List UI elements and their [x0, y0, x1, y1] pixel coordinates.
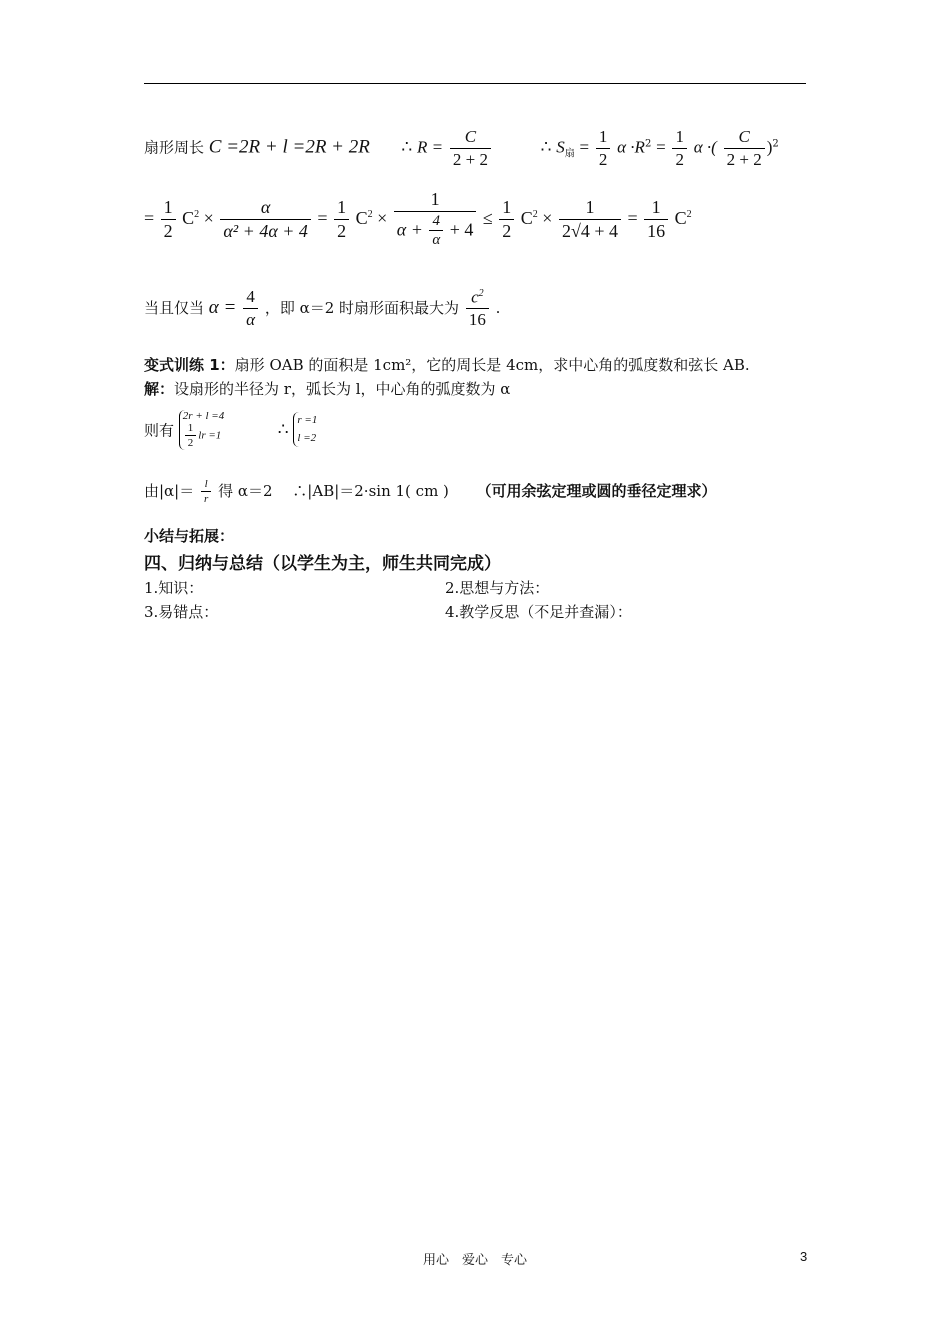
l-numerator: l: [204, 478, 208, 490]
r-result: r =1: [297, 414, 318, 427]
result-numerator: 1: [651, 197, 661, 218]
square-exponent: 2: [644, 138, 652, 150]
c-denominator: 2 + 2: [724, 148, 765, 170]
half-denominator-5: 2: [499, 219, 514, 242]
equals-sign-4: =: [317, 207, 328, 228]
equals-sign-2: =: [656, 137, 666, 157]
page-number: 3: [800, 1249, 808, 1264]
half-numerator-2: 1: [675, 127, 684, 146]
area-derivation-line: [144, 190, 692, 250]
max-area-line: [144, 288, 500, 330]
chord-length-line: [144, 478, 717, 506]
alpha-denominator-2: α: [243, 308, 258, 330]
max-area-text: ，即 α＝2 时扇形面积最大为: [264, 298, 460, 317]
radius-equation: R =: [417, 137, 444, 157]
l-result: l =2: [297, 431, 317, 444]
less-equal-sign: ≤: [482, 207, 493, 228]
c-symbol: C: [182, 207, 195, 228]
c-squared-numerator: [468, 288, 487, 308]
c-square-3: 2: [532, 208, 538, 220]
solution-text: 设扇形的半径为 r，弧长为 l，中心角的弧度数为 α: [174, 380, 511, 398]
c-symbol-2: C: [355, 207, 368, 228]
half-numerator-3: 1: [163, 197, 173, 218]
system-eq2: lr =1: [198, 429, 222, 442]
half-numerator-6: 1: [187, 422, 194, 434]
c-square-4: 2: [686, 208, 692, 220]
exercise-text: 扇形 OAB 的面积是 1cm²，它的周长是 4cm，求中心角的弧度数和弦长 AB.: [234, 356, 750, 374]
sixteen-denominator: 16: [466, 308, 489, 330]
half-fraction-5: [499, 198, 514, 241]
perimeter-equation: C =2R + l =2R + 2R: [208, 136, 370, 158]
half-denominator-4: 2: [334, 219, 349, 242]
section-4-title: 四、归纳与总结（以学生为主，师生共同完成）: [144, 554, 501, 574]
system-eq1: 2r + l =4: [182, 410, 225, 422]
equals-sign: =: [579, 137, 590, 157]
times-sign: ×: [203, 207, 214, 228]
item-pitfalls: 3.易错点：: [144, 603, 219, 621]
item-reflection: 4.教学反思（不足并查漏）：: [445, 603, 632, 621]
half-fraction: [596, 128, 611, 169]
area-symbol: S: [556, 137, 565, 157]
c-fraction: [724, 128, 765, 169]
alpha-fraction: [220, 198, 311, 241]
times-sign-2: ×: [377, 207, 388, 228]
alpha-r-term: α ·R: [617, 137, 645, 157]
reciprocal-numerator: 1: [430, 189, 440, 209]
solution-line: [144, 378, 510, 399]
half-denominator-3: 2: [161, 219, 176, 242]
half-numerator-4: 1: [337, 197, 347, 218]
system-brace: [179, 410, 224, 450]
half-numerator: 1: [598, 127, 608, 146]
condition-prefix: 当且仅当: [144, 298, 205, 317]
alpha-plus: α +: [396, 219, 423, 240]
square-exponent-2: 2: [772, 138, 779, 150]
half-fraction-3: [161, 198, 176, 241]
reciprocal-fraction: [394, 190, 477, 250]
area-subscript: 扇: [564, 148, 575, 160]
half-fraction-6: [185, 422, 197, 450]
equation-system: [144, 410, 317, 450]
period: .: [495, 298, 501, 317]
alpha-abs-prefix: 由|α|＝: [144, 481, 195, 500]
footer-motto: 用心 爱心 专心: [422, 1253, 527, 1268]
radius-numerator: C: [464, 127, 477, 146]
l-over-r-fraction: [201, 478, 211, 506]
alpha-numerator: α: [260, 197, 271, 218]
sqrt-numerator: 1: [585, 197, 595, 218]
perimeter-line: [144, 128, 779, 169]
close-paren: ): [766, 137, 773, 157]
half-denominator: 2: [596, 148, 611, 170]
equals-sign-3: =: [144, 207, 155, 228]
item-methods: 2.思想与方法：: [445, 579, 550, 597]
half-fraction-4: [334, 198, 349, 241]
result-fraction: [644, 198, 668, 241]
half-numerator-5: 1: [502, 197, 512, 218]
radius-fraction: [450, 128, 491, 169]
therefore-symbol-2: ∴: [540, 137, 552, 157]
half-denominator-2: 2: [672, 148, 687, 170]
header-rule: [144, 83, 806, 84]
system-eq2-row: [183, 422, 224, 450]
alpha-denominator: α² + 4α + 4: [220, 219, 311, 242]
r-denominator: r: [201, 491, 211, 506]
half-denominator-6: 2: [185, 435, 197, 450]
result-denominator: 16: [644, 219, 668, 242]
chord-text: 得 α＝2 ∴|AB|＝2·sin 1( cm ): [218, 481, 449, 500]
equals-sign-5: =: [627, 207, 638, 228]
c-squared-fraction: [466, 288, 489, 330]
times-sign-3: ×: [542, 207, 553, 228]
four-over-alpha: [429, 213, 443, 250]
system-prefix: 则有: [144, 421, 175, 440]
exercise-line: [144, 354, 750, 375]
alpha-equation: α =: [208, 296, 237, 318]
item-knowledge: 1.知识：: [144, 579, 204, 597]
half-fraction-2: [672, 128, 687, 169]
reciprocal-denominator: [394, 211, 477, 250]
perimeter-label: 扇形周长: [144, 138, 205, 157]
alpha-inner-denominator: α: [429, 230, 443, 249]
summary-title: 小结与拓展：: [144, 527, 235, 545]
c-square: 2: [194, 208, 200, 220]
therefore-symbol: ∴: [401, 137, 413, 157]
c-numerator: C: [738, 127, 750, 146]
result-brace: [293, 412, 317, 447]
c-exponent: 2: [478, 288, 484, 299]
four-numerator-2: 4: [246, 287, 255, 307]
plus-four: + 4: [449, 219, 474, 240]
sqrt-denominator: 2√4 + 4: [559, 219, 621, 242]
c-square-2: 2: [367, 208, 373, 220]
radius-denominator: 2 + 2: [450, 148, 491, 170]
therefore-symbol-3: ∴: [277, 419, 289, 439]
alpha-paren-term: α ·(: [693, 137, 717, 157]
method-note: （可用余弦定理或圆的垂径定理求）: [476, 481, 717, 500]
sqrt-fraction: [559, 198, 621, 241]
c-letter: c: [471, 287, 479, 307]
four-alpha-fraction: [243, 288, 258, 329]
four-numerator: 4: [432, 212, 441, 229]
exercise-title: 变式训练 1：: [144, 356, 235, 374]
c-symbol-4: C: [674, 207, 687, 228]
c-symbol-3: C: [520, 207, 533, 228]
solution-title: 解：: [144, 380, 175, 398]
